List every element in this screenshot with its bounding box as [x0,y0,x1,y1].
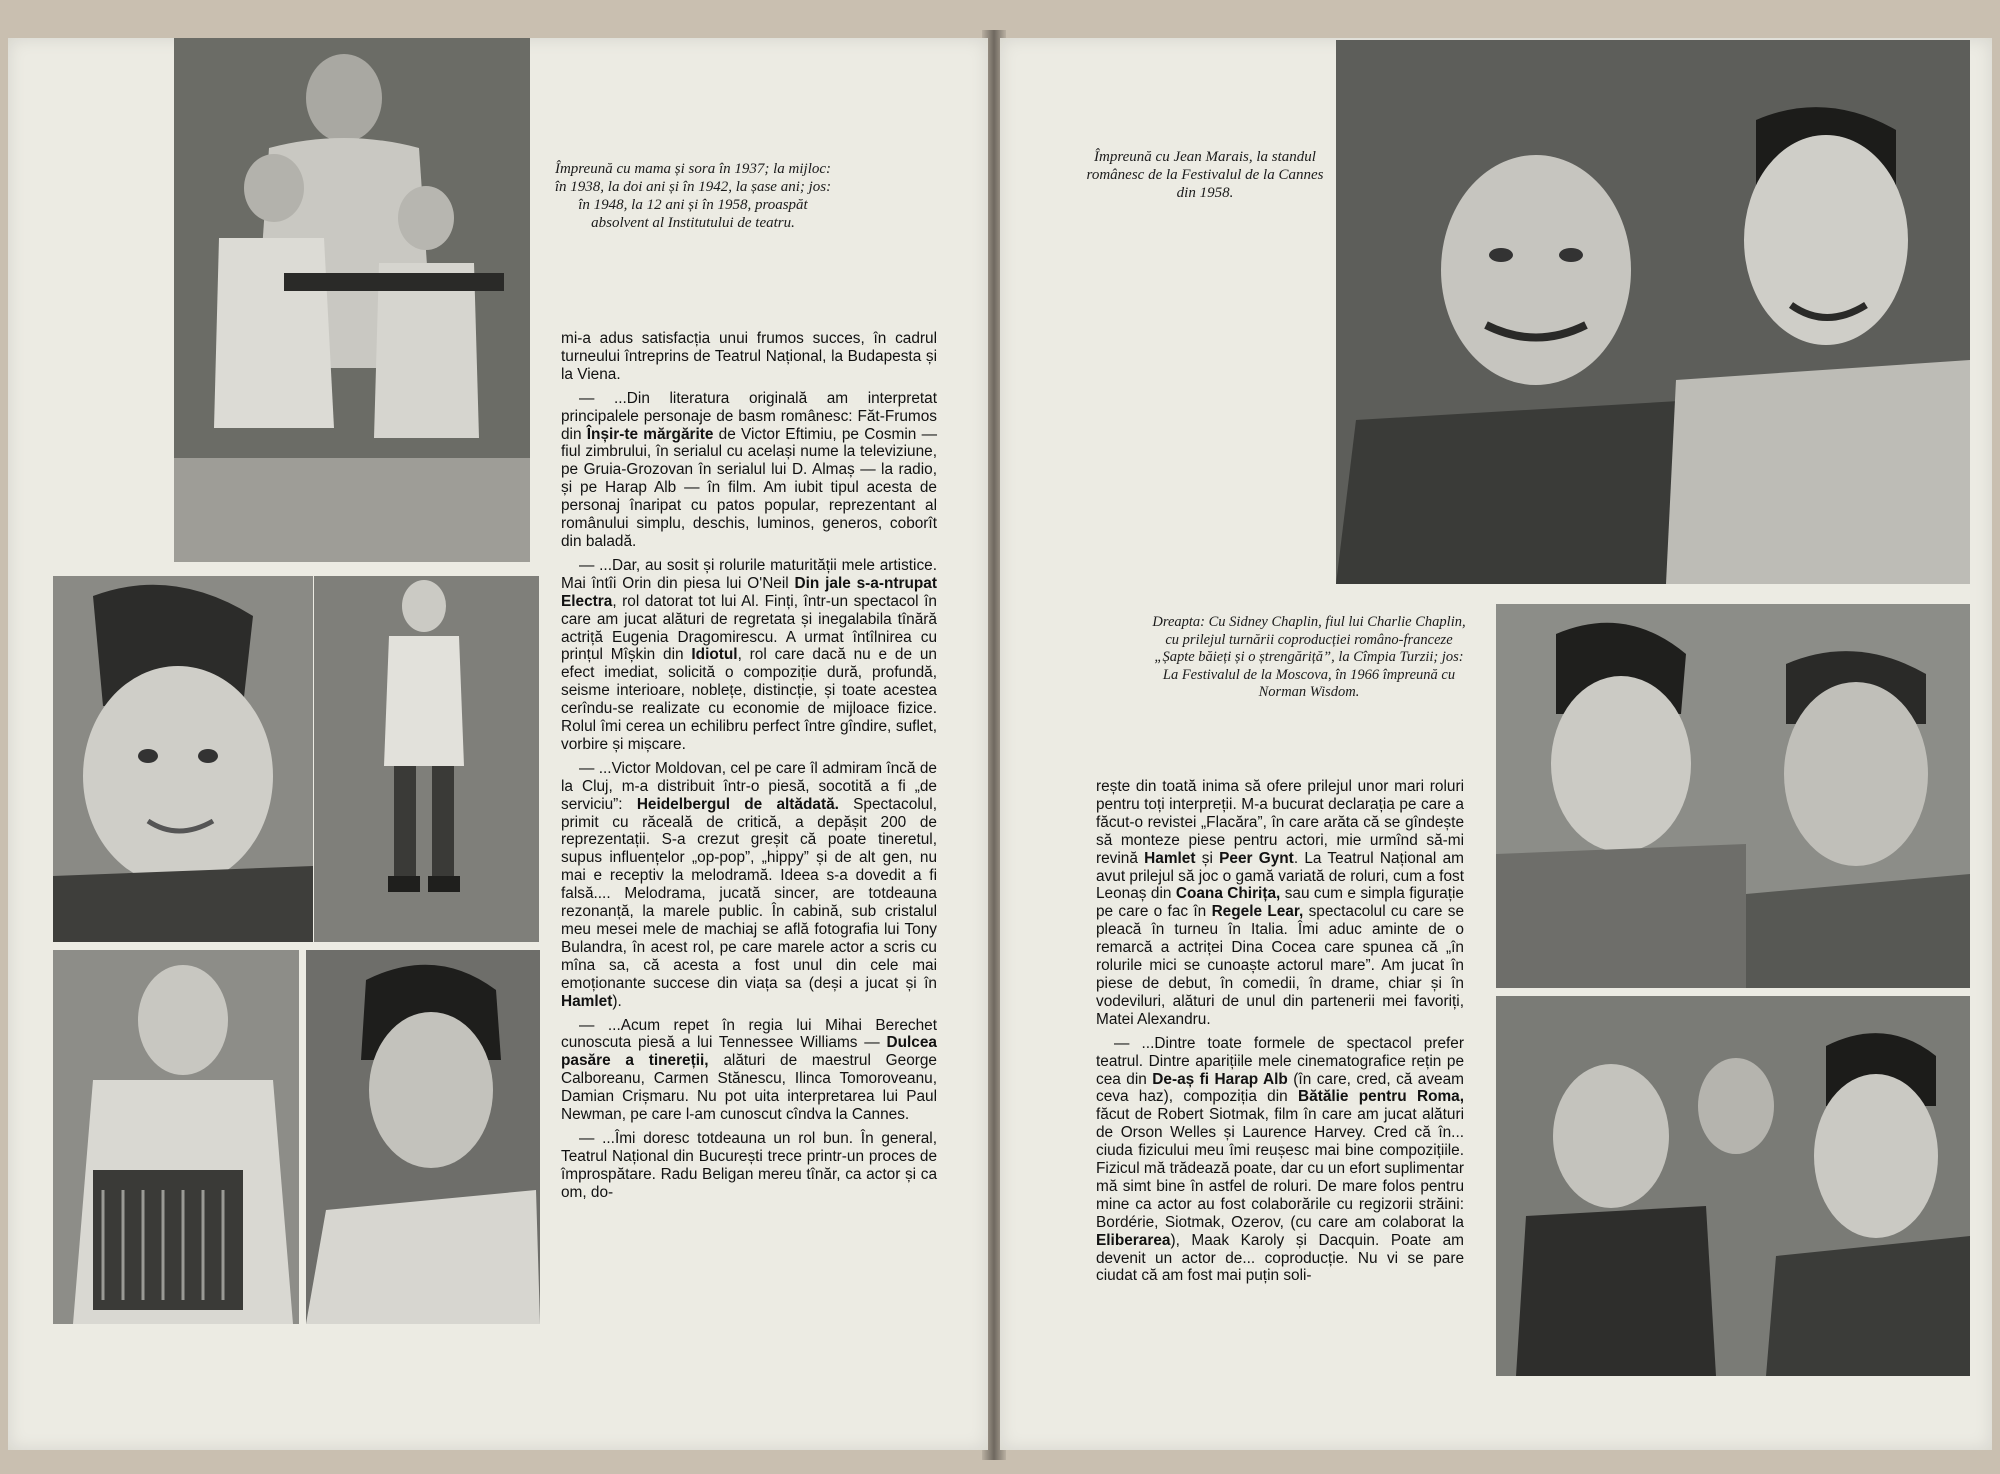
photo-boy-accordion [53,950,299,1324]
paragraph: — ...Dintre toate formele de spectacol prefer teatrul. Dintre aparițiile mele cinematografice rețin pe cea din De-aș fi Harap Alb (în care, cred, că aveam ceva haz), compoziția din Bătălie pentru Roma, făcut de Robert Siotmak, film în care am jucat alături de Orson Welles și Laurence Harvey. Cred că în... ciuda fizicului meu îmi reușesc mai bine compozițiile. Fizicul mă trădează poate, dar cu un efort suplimentar mă simt bine în astfel de roluri. De mare folos pentru mine ca actor au fost colaborările cu regizorii străini: Bordérie, Siotmak, Ozerov, (cu care am colaborat la Eliberarea), Maak Karoly și Dacquin. Poate am devenit un actor de... coproducție. Nu vi se pare ciudat că am fost mai puțin soli- [1096,1034,1464,1285]
paragraph: — ...Victor Moldovan, cel pe care îl admiram încă de la Cluj, m-a distribuit într-o piesă, socotită a fi „de serviciu”: Heidelbergul de altădată. Spectacolul, primit cu răceală de critică, a depășit 200 de reprezentații. S-a crezut greșit că poate tineretul, supus influențelor „op-pop”, „hippy” și de alt gen, nu mai e receptiv la melodramă. Ideea s-a dovedit a fi falsă.... Melodrama, jucată sincer, are totdeauna rezonanță, la marele public. În cabină, sub cristalul meu mesei mele de machiaj se află fotografia lui Tony Bulandra, în acest rol, pe care marele actor a scris cu mîna sa, că acesta a fost unul din cele mai emoționante succese din viața sa (deși a jucat și în Hamlet). [561,759,937,1010]
photo-child-standing [314,576,539,942]
paragraph: — ...Dar, au sosit și rolurile maturității mele artistice. Mai întîi Orin din piesa lui O'Neil Din jale s-a-ntrupat Electra, rol datorat tot lui Al. Finți, într-un spectacol în care am jucat alături de regretata și inegalabila tînără actriță Eugenia Dragomirescu. A urmat întîlnirea cu prințul Mîșkin din Idiotul, rol care dacă nu e de un efect imediat, solicită o compoziție dură, profundă, seisme interioare, noblețe, distincție, și toate acestea cerîndu-se realizate cu economie de mijloace fizice. Rolul îmi cerea un echilibru perfect între gîndire, suflet, vorbire și mișcare. [561,556,937,753]
photo-young-man-1958 [306,950,540,1324]
paragraph: — ...Din literatura originală am interpretat principalele personaje de basm românesc: Făt-Frumos din Înșir-te mărgărite de Victor Eftimiu, pe Cosmin — fiul zimbrului, în serialul cu același nume la televiziune, pe Gruia-Grozovan în serialul lui D. Almaș — la radio, și pe Harap Alb — în film. Am iubit tipul acesta de personaj înaripat cu patos popular, reprezentant al românului simplu, deschis, luminos, generos, coborît din baladă. [561,389,937,550]
paragraph: — ...Acum repet în regia lui Mihai Berechet cunoscuta piesă a lui Tennessee Williams — Dulcea pasăre a tinereții, alături de maestrul George Calboreanu, Carmen Stănescu, Ilinca Tomoroveanu, Damian Crișmaru. Nu pot uita interpretarea lui Paul Newman, pe care l-am cunoscut cîndva la Cannes. [561,1016,937,1124]
photo-with-sidney-chaplin [1496,604,1970,988]
paragraph: rește din toată inima să ofere prilejul unor mari roluri pentru toți interpreții. M-a bucurat declarația pe care a făcut-o revistei „Flacăra”, în care arăta că se gîndește să monteze piese pentru actori, mie urmînd să-mi revină Hamlet și Peer Gynt. La Teatrul Național am avut prilejul să joc o gamă variată de roluri, cum a fost Leonaș din Coana Chirița, sau cum e simpla figurație pe care o fac în Regele Lear, spectacolul cu care se pleacă în turneu în Italia. Îmi aduc aminte de o remarcă a actriței Dina Cocea care spunea că „în rolurile mici se cunoaște actorul mare”. Am jucat în piese de debut, în comedii, în drame, chiar și în vodeviluri, alături de unul din partenerii mei favoriți, Matei Alexandru. [1096,778,1464,1028]
photo-child-with-fez [53,576,313,942]
paragraph: mi-a adus satisfacția unui frumos succes, în cadrul turneului întreprins de Teatrul Național, la Budapesta și la Viena. [561,330,937,383]
caption-chaplin: Dreapta: Cu Sidney Chaplin, fiul lui Charlie Chaplin, cu prilejul turnării coproducției româno-franceze „Șapte băieți și o ștrengăriță”, la Cîmpia Turzii; jos: La Festivalul de la Moscova, în 1966 împreună cu Norman Wisdom. [1152,614,1466,700]
photo-with-jean-marais [1336,40,1970,584]
left-text-column [561,330,937,1208]
caption-marais: Împreună cu Jean Marais, la standul românesc de la Festivalul de la Cannes din 1958. [1086,149,1324,201]
photo-with-norman-wisdom [1496,996,1970,1376]
caption-family: Împreună cu mama și sora în 1937; la mijloc: în 1938, la doi ani și în 1942, la șase ani; jos: în 1948, la 12 ani și în 1958, proaspăt absolvent al Institutului de teatru. [554,161,832,231]
right-text-column [1096,778,1464,1291]
paragraph: — ...Îmi doresc totdeauna un rol bun. În general, Teatrul Național din București trece printr-un proces de împrospătare. Radu Beligan mereu tînăr, ca actor și ca om, do- [561,1129,937,1201]
right-page [1000,38,1992,1450]
photo-family-1937 [174,38,530,562]
left-page [8,38,988,1450]
